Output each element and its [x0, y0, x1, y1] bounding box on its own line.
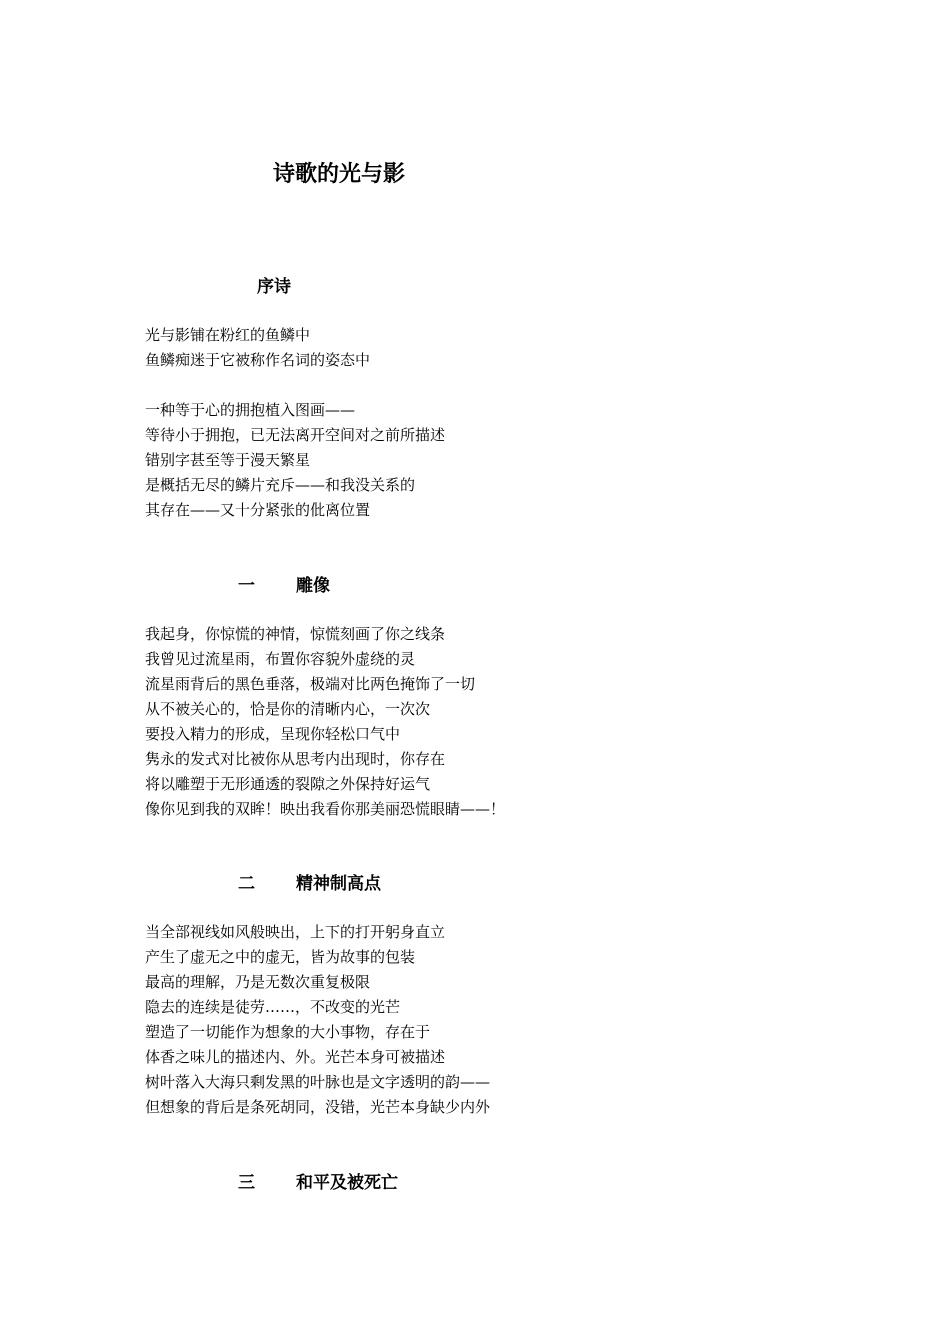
- poem-line: 是概括无尽的鳞片充斥——和我没关系的: [145, 476, 416, 494]
- poem-line: 体香之味儿的描述内、外。光芒本身可被描述: [145, 1048, 446, 1066]
- stanza: [145, 920, 490, 1120]
- poem-line: 其存在——又十分紧张的仳离位置: [145, 501, 371, 519]
- poem-line: 当全部视线如风般映出，上下的打开躬身直立: [145, 923, 446, 941]
- poem-line: 产生了虚无之中的虚无，皆为故事的包装: [145, 948, 416, 966]
- poem-line: 错别字甚至等于漫天繁星: [145, 451, 311, 469]
- section-number: 一: [238, 576, 255, 596]
- section-heading-text: 雕像: [296, 576, 330, 596]
- stanza: [145, 323, 370, 373]
- section-number: 三: [238, 1173, 255, 1193]
- poem-line: 从不被关心的，恰是你的清晰内心，一次次: [145, 700, 431, 718]
- section-heading-3: [238, 1171, 398, 1195]
- section-number: 二: [238, 874, 255, 894]
- section-heading-text: 精神制高点: [296, 874, 381, 894]
- section-heading-2: [238, 872, 381, 896]
- poem-line: 像你见到我的双眸！映出我看你那美丽恐慌眼睛——！: [145, 800, 506, 818]
- poem-line: 我曾见过流星雨，布置你容貌外虚绕的灵: [145, 650, 416, 668]
- stanza: [145, 622, 505, 822]
- poem-line: 一种等于心的拥抱植入图画——: [145, 401, 356, 419]
- page-title: 诗歌的光与影: [273, 162, 406, 187]
- poem-line: 鱼鳞痴迷于它被称作名词的姿态中: [145, 351, 371, 369]
- section-heading-1: [238, 574, 330, 598]
- poem-line: 但想象的背后是条死胡同，没错，光芒本身缺少内外: [145, 1098, 491, 1116]
- section-heading-text: 和平及被死亡: [296, 1173, 398, 1193]
- poem-line: 我起身，你惊慌的神情，惊慌刻画了你之线条: [145, 625, 446, 643]
- poem-line: 要投入精力的形成，呈现你轻松口气中: [145, 725, 401, 743]
- poem-line: 塑造了一切能作为想象的大小事物，存在于: [145, 1023, 431, 1041]
- poem-line: 最高的理解，乃是无数次重复极限: [145, 973, 371, 991]
- poem-line: 树叶落入大海只剩发黑的叶脉也是文字透明的韵——: [145, 1073, 491, 1091]
- poem-line: 光与影铺在粉红的鱼鳞中: [145, 326, 311, 344]
- poem-line: 隐去的连续是徒劳……，不改变的光芒: [145, 998, 401, 1016]
- poem-line: 流星雨背后的黑色垂落，极端对比两色掩饰了一切: [145, 675, 476, 693]
- stanza: [145, 398, 445, 523]
- poem-line: 将以雕塑于无形通透的裂隙之外保持好运气: [145, 775, 431, 793]
- section-heading-prologue: [257, 275, 291, 299]
- poem-line: 等待小于拥抱，已无法离开空间对之前所描述: [145, 426, 446, 444]
- poem-line: 隽永的发式对比被你从思考内出现时，你存在: [145, 750, 446, 768]
- section-heading-text: 序诗: [257, 277, 291, 297]
